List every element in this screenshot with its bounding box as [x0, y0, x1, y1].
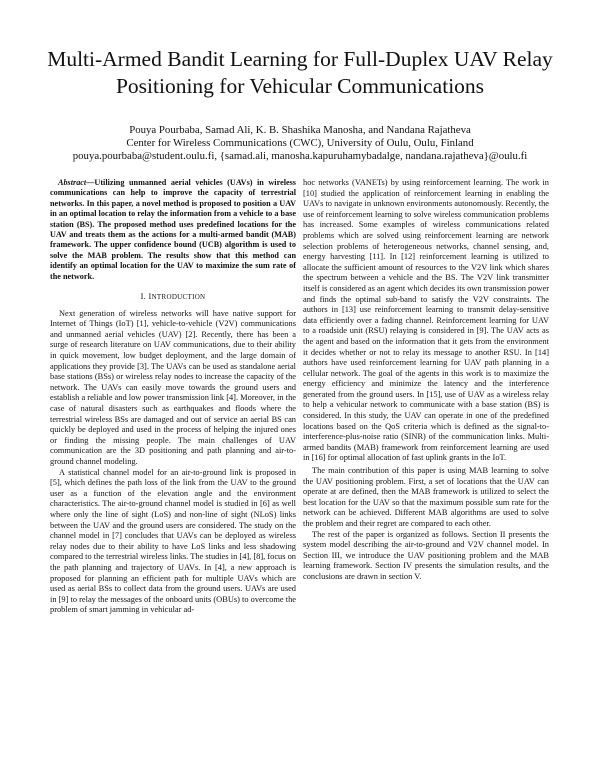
section-number: I. — [140, 292, 149, 302]
body-paragraph: Next generation of wireless networks will have native support for Internet of Things (IoT) [1], vehicle-to-vehicle (V2V) communications and unmanned aerial vehicles (UAV) [2]. Recently, there has been a surge of research literature on UAV communications, due to their ability in quick movement, low budget deployment, and the large domain of applications they provide [3]. The UAVs can be used as standalone aerial base stations (BSs) or wireless relay nodes to increase the capacity of the network. The UAVs can easily move towards the ground users and establish a reliable and low power transmission link [4]. Moreover, in the case of natural disasters such as earthquakes and floods where the terrestrial wireless BSs are damaged and out of service an aerial BS can quickly be deployed and used in the process of helping the injured ones or finding the missing people. The main challenges of UAV communication are the 3D positioning and path planning and air-to-ground channel modeling. — [50, 308, 296, 466]
author-emails: pouya.pourbaba@student.oulu.fi, {samad.ali, manosha.kapuruhamybadalge, nandana.rajatheva}@oulu.fi — [72, 150, 528, 162]
body-paragraph: A statistical channel model for an air-to-ground link is proposed in [5], which defines the path loss of the link from the UAV to the ground user as a function of the elevation angle and the environment characteristics. The air-to-ground channel model is studied in [6] as well where only the line of sight (LoS) and non-line of sight (NLoS) links between the UAV and the ground users are considered. The study on the channel model in [7] concludes that UAVs can be deployed as wireless relay nodes due to their ability to have LoS links and less shadowing compared to the terrestrial wireless links. The studies in [4], [8], focus on the path planning and trajectory of UAVs. In [4], a new approach is proposed for planning an efficient path for multiple UAVs which are used as aerial BSs to collect data from the ground users. UAVs are used in [9] to relay the messages of the onboard units (OBUs) to overcome the problem of smart jamming in vehicular ad- — [50, 467, 296, 615]
abstract-text: —Utilizing unmanned aerial vehicles (UAVs) in wireless communications can help to improve the capacity of terrestrial networks. In this paper, a novel method is proposed to position a UAV in an optimal location to relay the information from a vehicle to a base station (BS). The proposed method uses predefined locations for the UAV and treats them as the actions for a multi-armed bandit (MAB) framework. The upper confidence bound (UCB) algorithm is used to solve the MAB problem. The results show that this method can identify an optimal location for the UAV to maximize the sum rate of the network. — [50, 178, 296, 281]
paper-title: Multi-Armed Bandit Learning for Full-Duplex UAV Relay Positioning for Vehicular Communications — [47, 47, 553, 98]
abstract-label: Abstract — [58, 178, 87, 187]
body-paragraph: The main contribution of this paper is using MAB learning to solve the UAV positioning problem. First, a set of locations that the UAV can operate at are defined, then the MAB framework is utilized to select the best location for the UAV so that the maximum possible sum rate for the network can be achieved. Different MAB algorithms are used to solve the problem and their regret are compared to each other. — [303, 466, 549, 528]
abstract — [50, 178, 296, 282]
section-first-letter: I — [148, 292, 152, 302]
author-names: Pouya Pourbaba, Samad Ali, K. B. Shashika Manosha, and Nandana Rajatheva — [129, 124, 471, 136]
body-paragraph: hoc networks (VANETs) by using reinforcement learning. The work in [10] studied the application of reinforcement learning in enabling the UAVs to navigate in unknown environments autonomously. Recently, the use of reinforcement learning to solve wireless communication problems has increased. Some examples of wireless communications related problems which are solved using reinforcement learning are network selection problems of heterogeneous networks, channel sensing, and, energy harvesting [11]. In [12] reinforcement learning is utilized to allocate the sufficient amount of resources to the V2V link which shares the spectrum between a vehicle and the BS. The V2V link transmitter itself is considered as an agent which decides its own transmission power and finds the optimal sub-band to satisfy the V2V constraints. The authors in [13] use reinforcement learning to transmit delay-sensitive data efficiently over a fading channel. Reinforcement learning for UAV to a roadside unit (RSU) relaying is considered in [9]. The UAV acts as the agent and based on the information that it gets from the environment it decides whether or not to relay its message to another RSU. In [14] authors have used reinforcement learning for UAV path planning in a cellular network. The goal of the agents in this work is to maximize the energy efficiency and minimize the latency and the interference generated from the ground users. In [15], use of UAV as a wireless relay to help a vehicular network to communicate with a base station (BS) is considered. In this study, the UAV can operate in one of the predefined locations based on the QoS criteria which is defined as the signal-to-interference-plus-noise ratio (SINR) of the communication links. Multi-armed bandits (MAB) framework from reinforcement learning are used in [16] for optimal allocation of fast uplink grants in the IoT. — [303, 178, 549, 463]
left-column — [50, 178, 296, 616]
section-rest-letters: NTRODUCTION — [151, 293, 206, 302]
section-heading-introduction — [50, 292, 296, 303]
affiliation: Center for Wireless Communications (CWC), University of Oulu, Oulu, Finland — [126, 137, 474, 149]
author-block — [40, 124, 560, 163]
right-column — [303, 178, 549, 583]
body-paragraph: The rest of the paper is organized as follows. Section II presents the system model describing the air-to-ground and V2V channel model. In Section III, we introduce the UAV positioning problem and the MAB learning framework. Section IV presents the simulation results, and the conclusions are drawn in section V. — [303, 529, 549, 581]
